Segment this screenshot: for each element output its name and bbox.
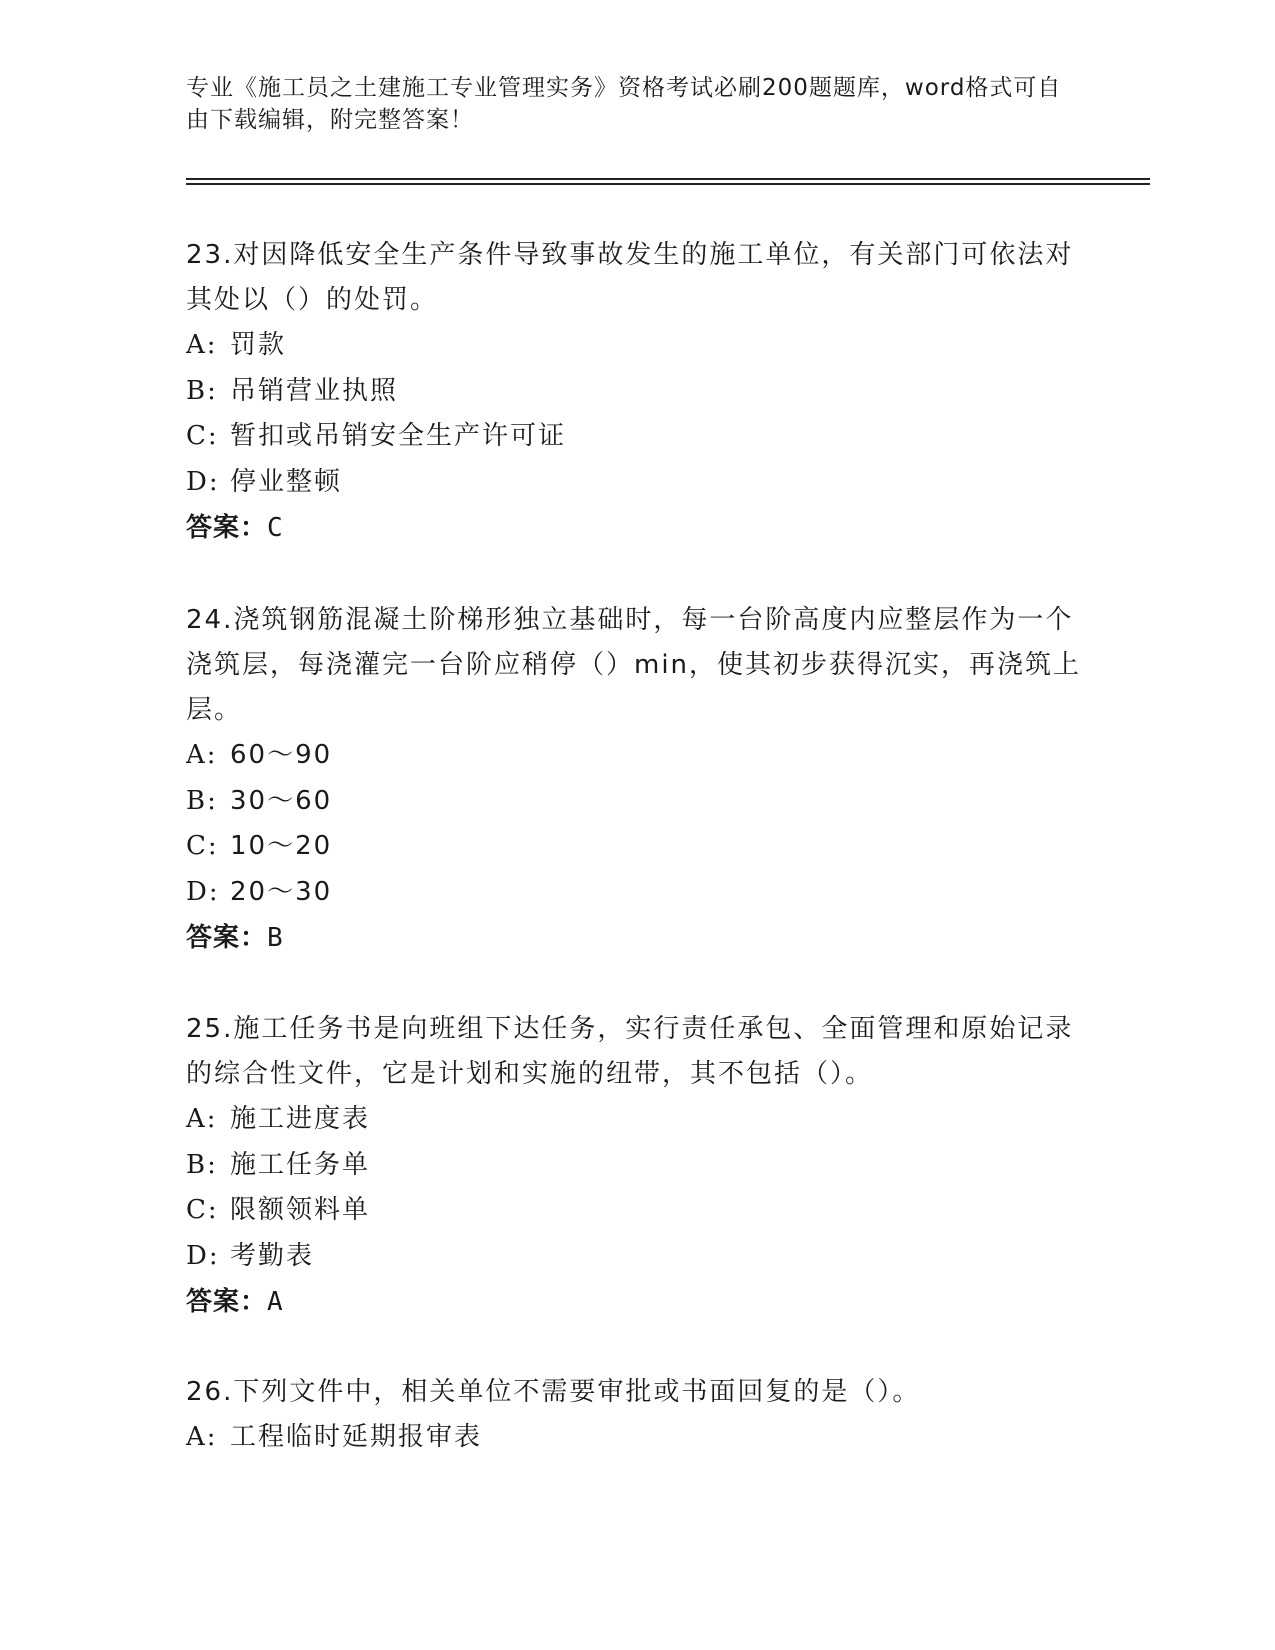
option-d [186,870,1086,916]
option-text: 工程临时延期报审表 [230,1422,483,1452]
question-stem: 25.施工任务书是向班组下达任务，实行责任承包、全面管理和原始记录的综合性文件，它是计划和实施的纽带，其不包括（）。 [186,1014,1074,1089]
option-letter: A: [186,1104,218,1134]
answer-value: B [267,923,284,953]
option-letter: A: [186,330,218,360]
option-letter: D: [186,876,220,907]
answer-label: 答案： [186,513,268,543]
header-divider-bottom [186,183,1150,185]
header-divider-top [186,178,1150,180]
question-stem: 24.浇筑钢筋混凝土阶梯形独立基础时，每一台阶高度内应整层作为一个浇筑层，每浇灌完一台阶应稍停（）min，使其初步获得沉实，再浇筑上层。 [186,605,1082,725]
option-letter: B: [186,785,218,816]
option-c [186,1188,1086,1234]
option-text: 20～30 [230,876,333,907]
option-letter: C: [186,831,219,861]
question-25 [186,1007,1086,1325]
answer-line [186,505,1086,551]
option-b [186,369,1086,415]
answer-value: A [267,1287,284,1317]
header-title: 专业《施工员之土建施工专业管理实务》资格考试必刷200题题库，word格式可自由下载编辑，附完整答案！ [186,75,1062,133]
question-stem: 23.对因降低安全生产条件导致事故发生的施工单位，有关部门可依法对其处以（）的处罚。 [186,240,1074,315]
answer-value: C [267,513,284,543]
answer-label: 答案： [186,923,268,953]
question-24 [186,598,1086,961]
option-text: 60～90 [230,740,333,770]
option-a [186,1415,1086,1461]
option-a [186,733,1086,779]
option-text: 施工任务单 [230,1149,371,1180]
option-text: 停业整顿 [230,466,343,497]
option-letter: D: [186,466,220,497]
option-text: 限额领料单 [230,1195,371,1225]
question-26 [186,1370,1086,1461]
option-letter: B: [186,375,218,406]
option-c [186,414,1086,460]
question-23 [186,233,1086,551]
option-d [186,1234,1086,1280]
option-a [186,323,1086,369]
option-text: 30～60 [230,785,333,816]
option-text: 暂扣或吊销安全生产许可证 [230,421,567,451]
option-letter: A: [186,740,218,770]
answer-line [186,1279,1086,1325]
document-header [186,72,1066,136]
option-text: 考勤表 [230,1240,315,1271]
option-text: 施工进度表 [230,1104,371,1134]
option-a [186,1097,1086,1143]
option-b [186,1143,1086,1189]
answer-label: 答案： [186,1287,268,1317]
answer-line [186,915,1086,961]
option-text: 罚款 [230,330,287,360]
question-stem: 26.下列文件中，相关单位不需要审批或书面回复的是（）。 [186,1377,921,1407]
option-letter: B: [186,1149,218,1180]
option-text: 10～20 [230,831,333,861]
option-b [186,779,1086,825]
option-letter: C: [186,421,219,451]
option-c [186,824,1086,870]
option-text: 吊销营业执照 [230,375,399,406]
option-d [186,460,1086,506]
option-letter: C: [186,1195,219,1225]
option-letter: D: [186,1240,220,1271]
option-letter: A: [186,1422,218,1452]
